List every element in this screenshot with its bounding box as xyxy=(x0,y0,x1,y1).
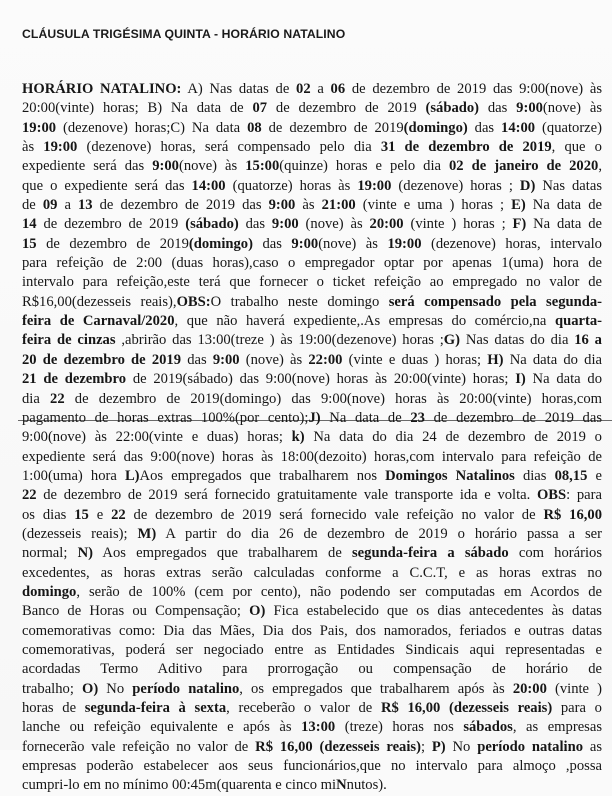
text-run: , que não haverá expediente,.As empresas do comércio,na xyxy=(174,313,555,330)
bold-run: M) xyxy=(137,525,157,542)
text-run: das xyxy=(181,351,213,368)
bold-run: 19:00 xyxy=(357,177,392,194)
text-run: R$16,00(dezesseis reais), xyxy=(22,293,177,310)
bold-run: OBS xyxy=(536,487,567,504)
text-line xyxy=(22,119,602,138)
text-run: dia xyxy=(22,390,51,407)
bold-run: 15:00 xyxy=(245,158,280,175)
text-run: de dezembro de 2019 xyxy=(267,100,426,117)
bold-run: (sábado) xyxy=(425,100,480,117)
text-line xyxy=(22,80,602,99)
bold-run: 9:00 xyxy=(212,351,240,368)
text-run: de dezembro de 2019 xyxy=(261,119,404,136)
bold-run: 08,15 xyxy=(554,467,588,484)
bold-run: feira de Carnaval/2020 xyxy=(22,313,175,330)
bold-run: domingo xyxy=(22,583,77,600)
text-line xyxy=(22,718,602,737)
text-run: (treze) horas nos xyxy=(335,719,464,736)
bold-run: 23 xyxy=(410,409,425,426)
text-run: Aos empregados que trabalharem nos xyxy=(139,467,386,484)
bold-run: 02 xyxy=(296,81,311,97)
text-run: das xyxy=(467,119,502,136)
bold-run: período natalino xyxy=(477,738,583,755)
text-run: (dezenove) horas;C) Na data xyxy=(56,119,248,136)
clause-heading: CLÁUSULA TRIGÉSIMA QUINTA - HORÁRIO NATALINO xyxy=(22,27,346,41)
text-run: (nove) às xyxy=(298,216,370,233)
text-run: dias xyxy=(514,467,555,484)
text-run: cumpri-lo em no mínimo 00:45m(quarenta e cinco mi xyxy=(22,777,337,794)
text-run: Banco de Horas ou Compensação; xyxy=(22,603,250,620)
bold-run: R$ 16,00 xyxy=(543,506,602,523)
bold-run: O) xyxy=(81,680,99,697)
bold-run: 9:00 xyxy=(268,197,296,214)
text-run: Na data do dia 24 de dezembro de 2019 o xyxy=(304,429,602,446)
text-run: de dezembro de 2019 das xyxy=(92,197,269,214)
bold-run: 21 de dezembro xyxy=(22,371,127,388)
bold-run: G) xyxy=(443,332,460,349)
bold-run: 19:00 xyxy=(43,139,78,156)
bold-run: O) xyxy=(249,603,266,620)
text-line xyxy=(22,660,602,679)
text-run: nutos). xyxy=(346,777,387,794)
text-run: A) Nas datas de xyxy=(181,81,297,97)
text-run: , que o xyxy=(551,139,602,156)
bold-run: P) xyxy=(431,738,446,755)
text-line xyxy=(22,506,602,525)
text-run: (dezenove) horas, intervalo xyxy=(421,235,602,252)
text-run: trabalho; xyxy=(22,680,82,697)
text-line xyxy=(22,583,602,602)
text-run: (dezenove) horas, será compensado pelo dia xyxy=(77,139,381,156)
bold-run: I) xyxy=(515,371,526,388)
bold-run: (domingo) xyxy=(188,235,253,252)
text-line xyxy=(22,293,602,312)
text-line xyxy=(22,254,602,273)
bold-run: L) xyxy=(124,467,140,484)
bold-run: será compensado pela segunda- xyxy=(388,293,602,310)
bold-run: R$ 16,00 (dezesseis reais) xyxy=(380,700,553,716)
text-run: 9:00(nove) às 22:00(vinte e duas) horas; xyxy=(22,429,292,446)
bold-run: 08 xyxy=(247,119,262,136)
text-run: Nas datas xyxy=(535,177,602,194)
bold-run: 9:00 xyxy=(516,100,543,117)
text-run: expediente será das 9:00(nove) horas às 18:00(dezoito) horas,com intervalo para refeição de xyxy=(22,448,602,465)
text-run: (quinze) horas e pelo dia xyxy=(279,158,449,175)
text-run: , os empregados que trabalharem após às xyxy=(239,680,513,697)
text-run: O trabalho neste domingo xyxy=(210,293,389,310)
bold-run: 22 xyxy=(50,390,65,407)
bold-run: 16 a xyxy=(574,332,602,349)
text-run: das xyxy=(252,235,292,252)
text-run: , receberão o valor de xyxy=(226,700,381,716)
bold-run: Domingos Natalinos xyxy=(385,467,515,484)
text-line xyxy=(22,351,602,370)
text-line xyxy=(22,157,602,176)
text-run: : para xyxy=(566,487,602,504)
bold-run: feira de cinzas xyxy=(22,332,116,349)
bold-run: 9:00 xyxy=(271,216,299,233)
text-run: (nove) às xyxy=(178,158,246,175)
text-line xyxy=(22,641,602,660)
text-run: Na data de xyxy=(526,216,602,233)
text-run: (nove) às xyxy=(318,235,388,252)
text-line xyxy=(22,680,602,699)
text-run: fornecerão vale refeição no valor de xyxy=(22,738,256,755)
text-run: empresas poderão estabelecer aos seus funcionários,que no intervalo para almoço ,possa xyxy=(22,758,602,775)
text-run: comemorativas como: Dia das Mães, Dia dos Pais, dos namorados, feriados e outras datas xyxy=(22,622,602,639)
text-run: e xyxy=(587,467,602,484)
text-run: a xyxy=(310,81,331,97)
text-run: às xyxy=(22,139,44,156)
text-run: de dezembro de 2019 será fornecido gratuitamente vale transporte ida e volta. xyxy=(36,487,537,504)
bold-run: HORÁRIO NATALINO: xyxy=(22,81,182,97)
bold-run: 13:00 xyxy=(301,719,336,736)
bold-run: k) xyxy=(291,429,305,446)
text-line xyxy=(22,467,602,486)
bold-run: (sábado) xyxy=(185,216,239,233)
text-run: Fica estabelecido que os dias antecedentes às datas xyxy=(265,603,602,620)
text-run: de dezembro de 2019(domingo) das 9:00(nove) horas às 20:00(vinte) horas,com xyxy=(64,390,602,407)
text-line xyxy=(22,409,602,428)
bold-run: J) xyxy=(308,409,321,426)
text-line xyxy=(22,215,602,234)
text-run: das xyxy=(238,216,272,233)
text-run: a xyxy=(57,197,78,214)
text-line xyxy=(22,138,602,157)
bold-run: H) xyxy=(487,351,504,368)
text-line xyxy=(22,273,602,292)
text-run: lanche ou refeição equivalente e após às xyxy=(22,719,302,736)
text-run: de 2019(sábado) das 9:00(nove) horas às 20:00(vinte) horas; xyxy=(126,371,516,388)
text-line xyxy=(22,622,602,641)
text-run: Na data do dia xyxy=(503,351,602,368)
text-run: intervalo para refeição,este terá que fornecer o ticket refeição ao empregado no valor de xyxy=(22,274,602,291)
bold-run: R$ 16,00 (dezesseis reais) xyxy=(255,738,421,755)
text-line xyxy=(22,99,602,118)
text-line xyxy=(22,602,602,621)
text-line xyxy=(22,331,602,350)
bold-run: (domingo) xyxy=(403,119,468,136)
bold-run: 02 de janeiro de 2020 xyxy=(449,158,599,175)
bold-run: 14:00 xyxy=(191,177,226,194)
text-run: para o xyxy=(552,700,602,716)
text-line xyxy=(22,390,602,409)
text-line xyxy=(22,564,602,583)
text-line xyxy=(22,370,602,389)
text-run: (quatorze) xyxy=(535,119,602,136)
text-run: pagamento de horas extras 100%(por cento); xyxy=(22,409,309,426)
text-run: de dezembro de 2019 xyxy=(36,235,189,252)
bold-run: 20:00 xyxy=(369,216,404,233)
bold-run: N xyxy=(336,777,347,794)
text-run: (vinte e duas ) horas; xyxy=(342,351,488,368)
bold-run: OBS: xyxy=(176,293,211,310)
text-run: (quatorze) horas às xyxy=(225,177,358,194)
text-run: (vinte ) horas ; xyxy=(403,216,513,233)
text-run: de dezembro de 2019 será fornecido vale refeição no valor de xyxy=(125,506,544,523)
text-run: (dezesseis reais); xyxy=(22,525,138,542)
text-run: para refeição de 2:00 (duas horas),caso o empregador optar por apenas 1(uma) hora de xyxy=(22,255,602,272)
text-run: 20:00(vinte) horas; B) Na data de xyxy=(22,100,253,117)
bold-run: segunda-feira à sexta xyxy=(84,700,227,716)
bold-run: quarta- xyxy=(554,313,602,330)
bold-run: N) xyxy=(77,545,94,562)
text-line xyxy=(22,757,602,776)
text-run: das xyxy=(479,100,517,117)
text-run: (vinte ) xyxy=(546,680,602,697)
bold-run: 19:00 xyxy=(22,119,57,136)
text-run: No xyxy=(445,738,478,755)
bold-run: 20 de dezembro de 2019 xyxy=(22,351,182,368)
text-run: Na data do xyxy=(525,371,602,388)
text-line xyxy=(22,544,602,563)
text-run: 1:00(uma) hora xyxy=(22,467,125,484)
text-run: às xyxy=(295,197,322,214)
bold-run: 09 xyxy=(42,197,58,214)
text-run: Nas datas do dia xyxy=(460,332,575,349)
text-run: , as empresas xyxy=(512,719,602,736)
text-run: Aos empregados que trabalharem de xyxy=(93,545,352,562)
text-run: normal; xyxy=(22,545,78,562)
text-run: , serão de 100% (cem por cento), não podendo ser computadas em Acordos de xyxy=(76,583,602,600)
bold-run: 14:00 xyxy=(501,119,536,136)
bold-run: 22 xyxy=(111,506,126,523)
text-line xyxy=(22,738,602,757)
clause-body xyxy=(22,80,602,796)
text-run: de dezembro de 2019 xyxy=(36,216,186,233)
text-line xyxy=(22,525,602,544)
text-run: comemorativas, poderá ser negociado entre as Entidades Sindicais aqui representadas e xyxy=(22,641,602,658)
bold-run: 13 xyxy=(78,197,93,214)
text-run: as xyxy=(583,738,602,755)
text-run: ,abrirão das 13:00(treze ) às 19:00(dezenove) horas ; xyxy=(115,332,444,349)
text-line xyxy=(22,486,602,505)
bold-run: 15 xyxy=(22,235,37,252)
text-run: Na data de xyxy=(320,409,411,426)
text-run: horas de xyxy=(22,700,85,716)
text-run: e xyxy=(88,506,112,523)
text-run: de xyxy=(22,197,43,214)
text-run: com horários xyxy=(508,545,602,562)
text-run: ; xyxy=(420,738,432,755)
text-line xyxy=(22,699,602,718)
bold-run: 15 xyxy=(74,506,89,523)
text-line xyxy=(22,177,602,196)
text-line xyxy=(22,235,602,254)
text-run: expediente será das xyxy=(22,158,153,175)
text-line xyxy=(22,312,602,331)
text-run: No xyxy=(98,680,133,697)
bold-run: E) xyxy=(511,197,526,214)
text-run: , xyxy=(598,158,602,175)
text-run: de dezembro de 2019 das xyxy=(424,409,602,426)
bold-run: 22 xyxy=(22,487,37,504)
text-run: que o expediente será das xyxy=(22,177,192,194)
bold-run: 20:00 xyxy=(512,680,547,697)
text-run: A partir do dia 26 de dezembro de 2019 o horário passa a ser xyxy=(156,525,602,542)
text-run: os dias xyxy=(22,506,75,523)
bold-run: sábados xyxy=(463,719,513,736)
text-run: (nove) às xyxy=(542,100,602,117)
bold-run: 22:00 xyxy=(308,351,343,368)
bold-run: 14 xyxy=(22,216,37,233)
bold-run: período natalino xyxy=(132,680,240,697)
bold-run: 19:00 xyxy=(387,235,422,252)
text-line xyxy=(22,448,602,467)
text-run: Na data de xyxy=(525,197,602,214)
bold-run: 06 xyxy=(330,81,346,97)
text-line xyxy=(22,776,602,795)
text-run: excedentes, as horas extras serão calculadas conforme a C.C.T, e as horas extras no xyxy=(22,564,602,581)
text-run: (vinte e uma ) horas ; xyxy=(355,197,512,214)
text-run: (dezenove) horas ; xyxy=(391,177,520,194)
text-run: acordadas Termo Aditivo para prorrogação ou compensação de horário de xyxy=(22,661,602,678)
bold-run: D) xyxy=(519,177,536,194)
text-line xyxy=(22,196,602,215)
bold-run: 07 xyxy=(252,100,268,117)
text-run: de dezembro de 2019 das 9:00(nove) às xyxy=(345,81,602,97)
bold-run: 31 de dezembro de 2019 xyxy=(380,139,552,156)
bold-run: 21:00 xyxy=(321,197,356,214)
text-line xyxy=(22,428,602,447)
bold-run: segunda-feira a sábado xyxy=(352,545,509,562)
bold-run: F) xyxy=(512,216,527,233)
bold-run: 9:00 xyxy=(152,158,179,175)
bold-run: 9:00 xyxy=(291,235,319,252)
text-run: (nove) às xyxy=(239,351,309,368)
